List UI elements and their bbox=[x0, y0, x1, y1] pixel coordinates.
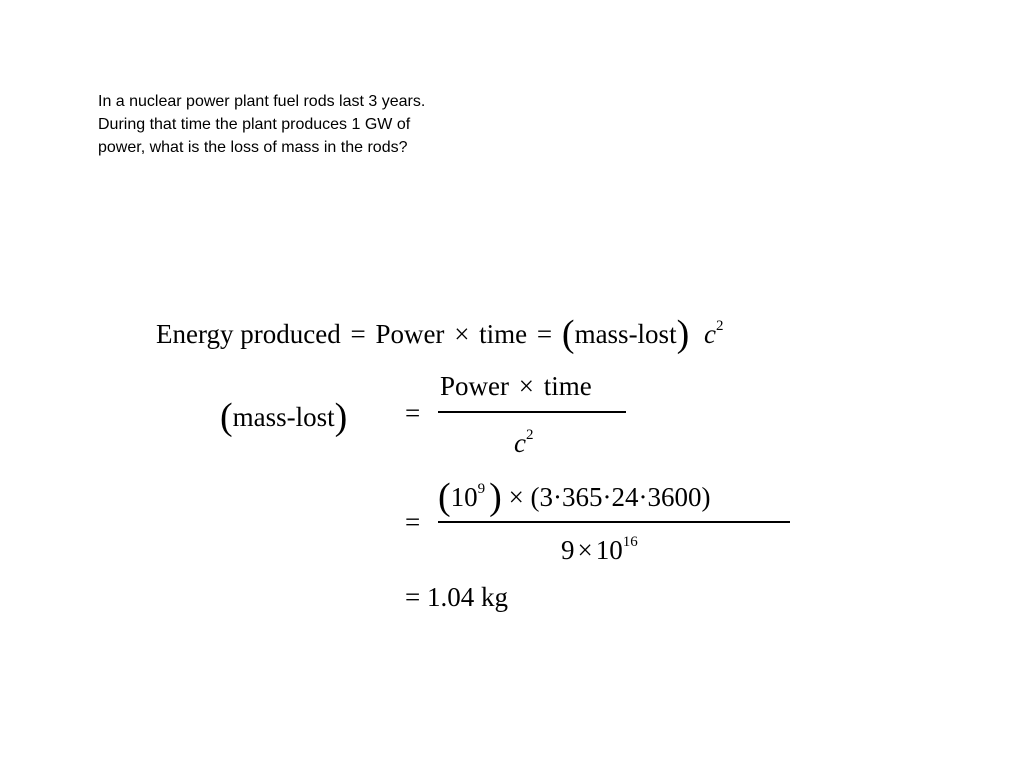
question-line-3: power, what is the loss of mass in the rods? bbox=[98, 139, 408, 156]
time-term: time bbox=[543, 371, 592, 401]
equals-sign: = bbox=[536, 319, 553, 349]
fraction-numerator bbox=[438, 478, 711, 516]
question-line-1: In a nuclear power plant fuel rods last 3 years. bbox=[98, 93, 426, 110]
times-sign: × bbox=[518, 371, 534, 401]
fraction-denominator bbox=[514, 428, 533, 457]
mass-lost-lhs bbox=[220, 398, 347, 436]
exponent: 16 bbox=[622, 534, 638, 550]
fraction-denominator bbox=[561, 535, 638, 564]
time-term: time bbox=[479, 319, 528, 349]
power-base: 10 bbox=[595, 535, 623, 565]
equals-sign: = bbox=[350, 319, 366, 349]
equals-sign: = bbox=[405, 582, 421, 612]
seconds-product: (3·365·24·3600) bbox=[530, 482, 711, 512]
fraction-numerator bbox=[440, 373, 592, 400]
question-line-2: During that time the plant produces 1 GW of bbox=[98, 116, 411, 133]
right-paren: ) bbox=[334, 396, 348, 438]
mass-lost-term: mass-lost bbox=[232, 402, 335, 432]
exponent: 2 bbox=[525, 427, 534, 443]
equals-sign: = bbox=[405, 398, 421, 428]
times-sign: × bbox=[577, 535, 593, 565]
right-paren: ) bbox=[676, 313, 690, 355]
exponent: 9 bbox=[477, 481, 486, 497]
coefficient: 9 bbox=[561, 535, 575, 565]
fraction-bar bbox=[438, 521, 790, 523]
exponent: 2 bbox=[715, 318, 724, 334]
speed-of-light-symbol: c bbox=[514, 428, 526, 458]
left-paren: ( bbox=[438, 476, 451, 518]
energy-produced-term: Energy produced bbox=[156, 319, 341, 349]
result-equation bbox=[405, 584, 508, 611]
fraction-bar bbox=[438, 411, 626, 413]
question-text bbox=[98, 90, 528, 159]
left-paren: ( bbox=[220, 396, 233, 438]
mass-lost-term: mass-lost bbox=[574, 319, 677, 349]
left-paren: ( bbox=[561, 313, 575, 355]
power-term: Power bbox=[375, 319, 445, 349]
right-paren: ) bbox=[489, 476, 502, 518]
times-sign: × bbox=[508, 482, 524, 512]
power-value: 10 bbox=[450, 482, 478, 512]
energy-equation bbox=[156, 315, 723, 353]
power-term: Power bbox=[440, 371, 509, 401]
equals-sign: = bbox=[405, 507, 421, 537]
times-sign: × bbox=[454, 319, 470, 349]
result-value: 1.04 kg bbox=[426, 582, 508, 612]
speed-of-light-symbol: c bbox=[703, 319, 716, 349]
